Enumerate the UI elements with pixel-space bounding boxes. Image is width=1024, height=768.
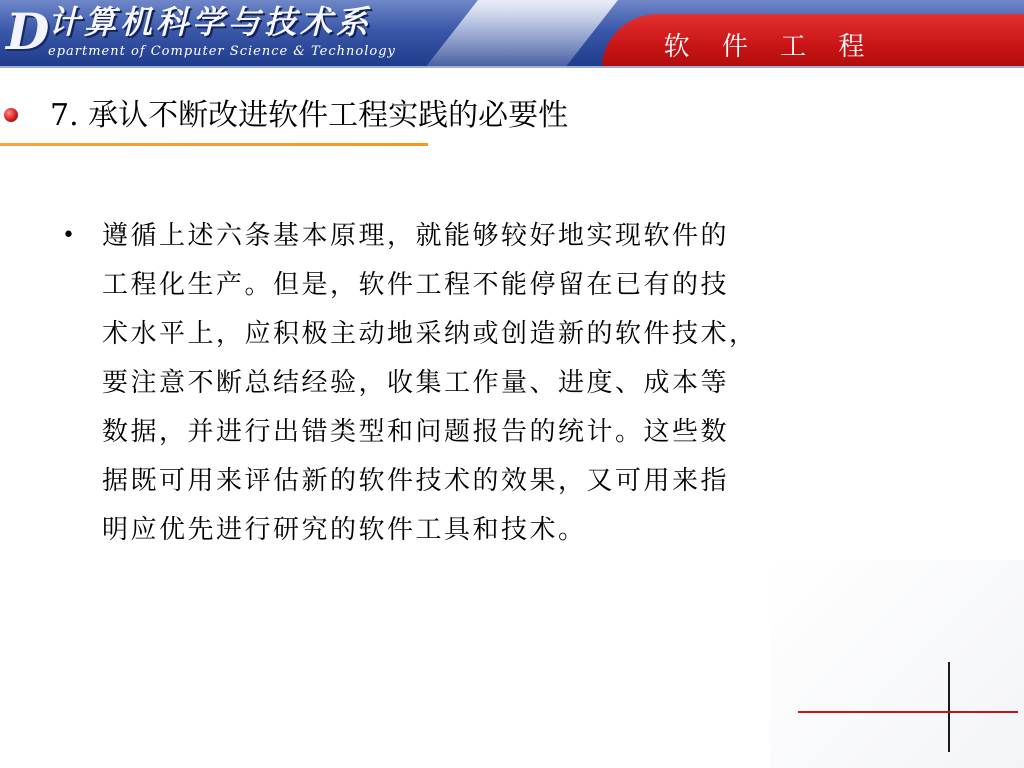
department-name-en: epartment of Computer Science & Technology [48,44,396,59]
decor-fade-corner [770,560,1024,768]
paragraph-line: 要注意不断总结经验，收集工作量、进度、成本等 [102,368,730,398]
header-banner [0,0,1024,68]
heading-bullet-icon [4,108,18,122]
decor-crosshair-vertical [948,662,950,752]
department-logo: D [6,2,50,61]
paragraph-line: 遵循上述六条基本原理，就能够较好地实现软件的 [102,221,730,251]
paragraph-line: 工程化生产。但是，软件工程不能停留在已有的技 [102,270,730,300]
slide-paragraph [102,212,882,552]
paragraph-line: 术水平上，应积极主动地采纳或创造新的软件技术， [102,319,758,349]
slide-heading: 7. 承认不断改进软件工程实践的必要性 [50,98,569,133]
paragraph-line: 数据，并进行出错类型和问题报告的统计。这些数 [102,417,730,447]
paragraph-bullet: • [62,223,75,248]
department-name-cn: 计算机科学与技术系 [48,3,373,41]
heading-underline [0,143,428,146]
course-title: 软 件 工 程 [663,32,877,62]
banner-divider [0,66,1024,68]
paragraph-line: 明应优先进行研究的软件工具和技术。 [102,515,587,545]
paragraph-line: 据既可用来评估新的软件技术的效果，又可用来指 [102,466,730,496]
decor-crosshair-horizontal [798,711,1018,713]
